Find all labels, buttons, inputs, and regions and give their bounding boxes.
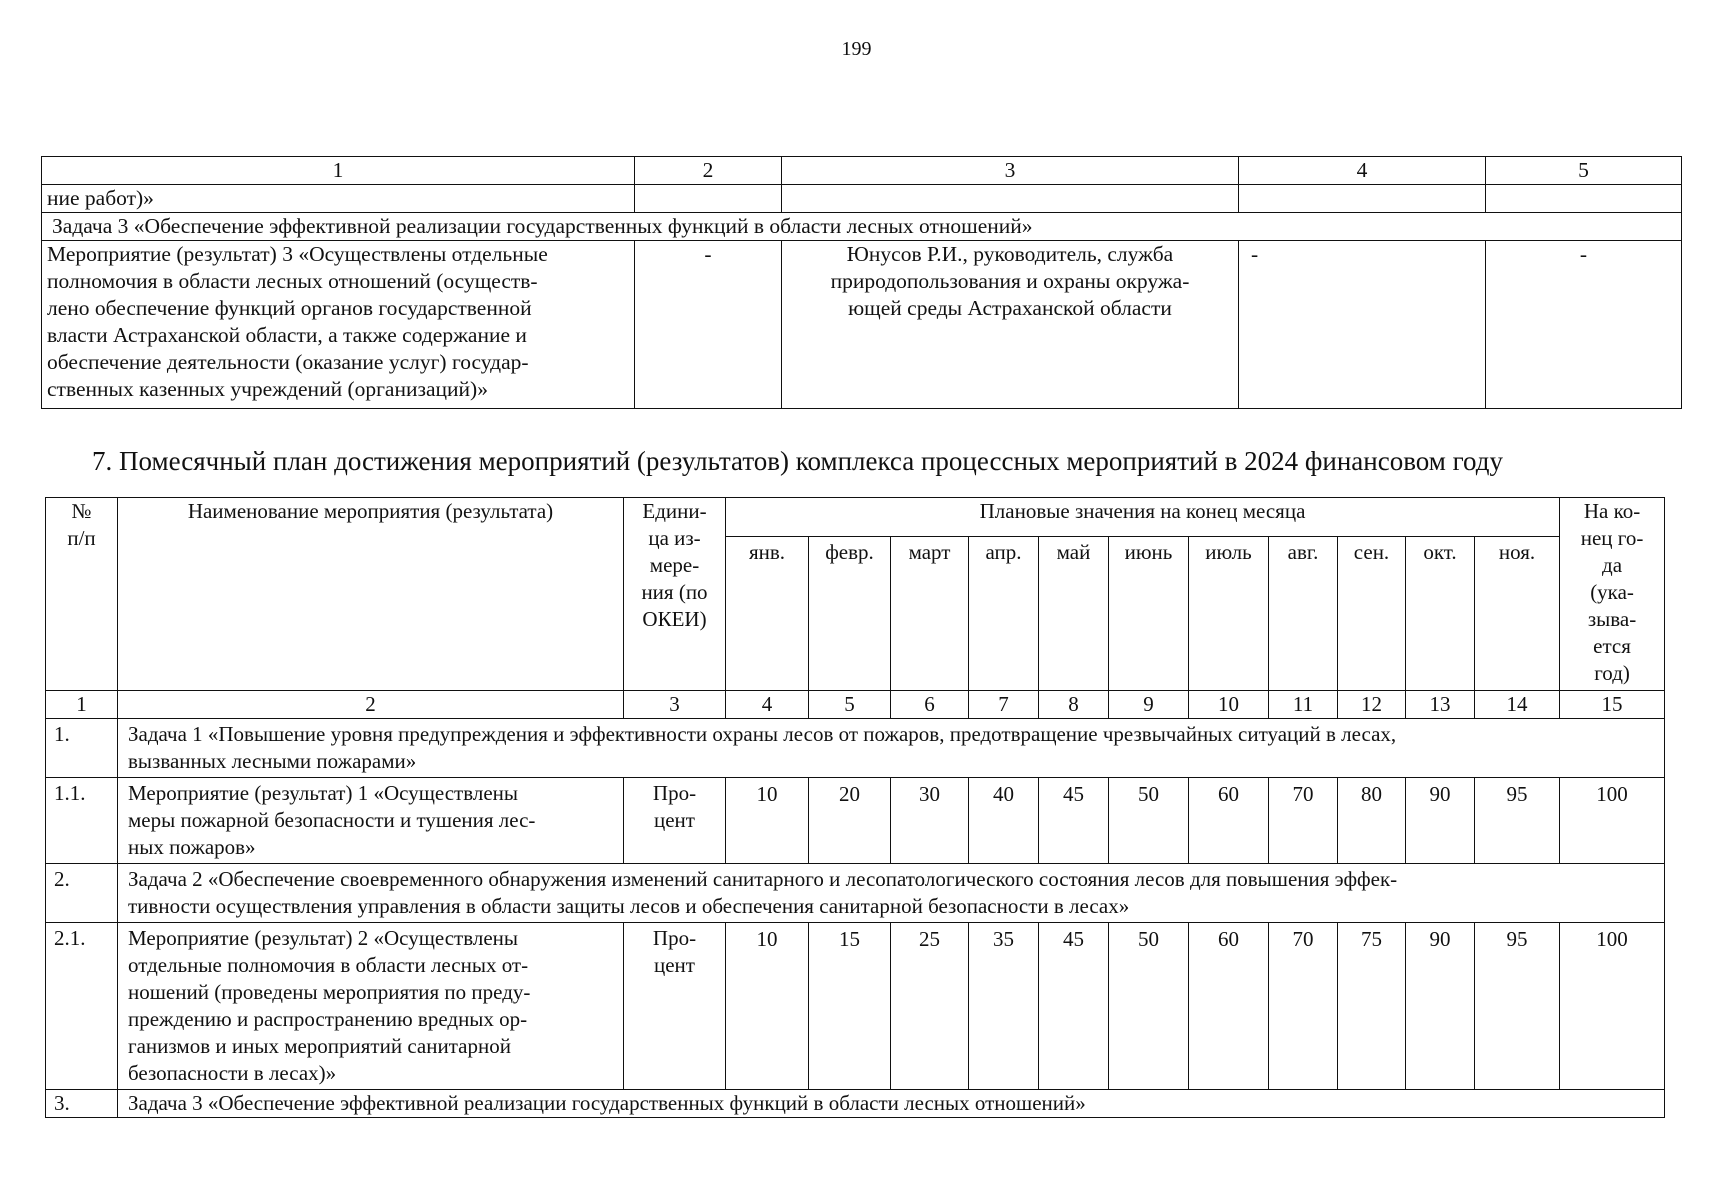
task-1-index: 1. xyxy=(46,719,118,778)
text-line: (ука- xyxy=(1590,580,1634,604)
task-2-title xyxy=(118,864,1665,923)
event-3-col4: - xyxy=(1239,241,1486,409)
month-header: авг. xyxy=(1269,537,1338,691)
text-line: Мероприятие (результат) 3 «Осуществлены отдельные xyxy=(47,242,548,266)
task-2-index: 2. xyxy=(46,864,118,923)
text-line: п/п xyxy=(67,526,96,550)
monthly-value: 70 xyxy=(1269,923,1338,1090)
monthly-value: 45 xyxy=(1039,778,1109,864)
monthly-value: 50 xyxy=(1109,778,1189,864)
text-line: № xyxy=(71,499,92,523)
monthly-value: 45 xyxy=(1039,923,1109,1090)
text-line: полномочия в области лесных отношений (осуществ- xyxy=(47,269,538,293)
task-row xyxy=(46,864,1665,923)
text-line: ганизмов и иных мероприятий санитарной xyxy=(128,1034,511,1058)
month-header: февр. xyxy=(809,537,891,691)
header-unit xyxy=(624,498,726,691)
month-header: ноя. xyxy=(1475,537,1560,691)
month-header: март xyxy=(891,537,969,691)
event-row xyxy=(46,778,1665,864)
text-line: цент xyxy=(654,953,695,977)
text-line: ется xyxy=(1593,634,1631,658)
task-3-title: Задача 3 «Обеспечение эффективной реализации государственных функций в области лесных отношений» xyxy=(118,1090,1665,1118)
header-year-end xyxy=(1560,498,1665,691)
header-cell: 5 xyxy=(1486,157,1682,185)
text-line: власти Астраханской области, а также содержание и xyxy=(47,323,527,347)
continuation-table xyxy=(41,156,1682,409)
text-line: отдельные полномочия в области лесных от- xyxy=(128,953,529,977)
col-number: 14 xyxy=(1475,691,1560,719)
text-line: ния (по xyxy=(641,580,708,604)
event-1-1-unit xyxy=(624,778,726,864)
monthly-value: 40 xyxy=(969,778,1039,864)
col-number: 6 xyxy=(891,691,969,719)
header-row-1 xyxy=(46,498,1665,537)
text-line: природопользования и охраны окружа- xyxy=(830,269,1190,293)
month-header: апр. xyxy=(969,537,1039,691)
col-number: 12 xyxy=(1338,691,1406,719)
col-number: 8 xyxy=(1039,691,1109,719)
text-line: ца из- xyxy=(648,526,701,550)
month-header: июль xyxy=(1189,537,1269,691)
text-line: безопасности в лесах)» xyxy=(128,1061,337,1085)
col-number: 10 xyxy=(1189,691,1269,719)
col-number: 9 xyxy=(1109,691,1189,719)
text-line: Про- xyxy=(652,926,697,950)
year-end-value: 100 xyxy=(1560,778,1665,864)
task-row xyxy=(46,719,1665,778)
event-1-1-name xyxy=(118,778,624,864)
text-line: Мероприятие (результат) 2 «Осуществлены xyxy=(128,926,518,950)
monthly-value: 95 xyxy=(1475,923,1560,1090)
text-line: обеспечение деятельности (оказание услуг) государ- xyxy=(47,350,529,374)
col-number: 4 xyxy=(726,691,809,719)
monthly-value: 60 xyxy=(1189,778,1269,864)
text-line: нец го- xyxy=(1580,526,1644,550)
empty-cell xyxy=(1239,185,1486,213)
col-number: 15 xyxy=(1560,691,1665,719)
task-1-title xyxy=(118,719,1665,778)
table-header-row xyxy=(42,157,1682,185)
monthly-value: 25 xyxy=(891,923,969,1090)
monthly-value: 60 xyxy=(1189,923,1269,1090)
event-3-col5: - xyxy=(1486,241,1682,409)
header-cell: 1 xyxy=(42,157,635,185)
monthly-value: 95 xyxy=(1475,778,1560,864)
month-header: май xyxy=(1039,537,1109,691)
col-number: 1 xyxy=(46,691,118,719)
text-line: ношений (проведены мероприятия по преду- xyxy=(128,980,531,1004)
monthly-plan-table xyxy=(45,497,1665,1118)
task-3-index: 3. xyxy=(46,1090,118,1118)
text-line: ных пожаров» xyxy=(128,835,256,859)
text-line: зыва- xyxy=(1587,607,1637,631)
month-header: окт. xyxy=(1406,537,1475,691)
text-line: цент xyxy=(654,808,695,832)
header-planned-values: Плановые значения на конец месяца xyxy=(726,498,1560,537)
monthly-value: 10 xyxy=(726,778,809,864)
text-line: Юнусов Р.И., руководитель, служба xyxy=(846,242,1174,266)
event-3-responsible xyxy=(782,241,1239,409)
monthly-value: 70 xyxy=(1269,778,1338,864)
month-header: июнь xyxy=(1109,537,1189,691)
col-number: 7 xyxy=(969,691,1039,719)
empty-cell xyxy=(635,185,782,213)
monthly-value: 50 xyxy=(1109,923,1189,1090)
month-header: сен. xyxy=(1338,537,1406,691)
task-3-title: Задача 3 «Обеспечение эффективной реализации государственных функций в области лесных отношений» xyxy=(42,213,1682,241)
header-number xyxy=(46,498,118,691)
text-line: ющей среды Астраханской области xyxy=(848,296,1172,320)
col-number: 2 xyxy=(118,691,624,719)
event-3-col2: - xyxy=(635,241,782,409)
col-number: 11 xyxy=(1269,691,1338,719)
year-end-value: 100 xyxy=(1560,923,1665,1090)
text-line: Задача 2 «Обеспечение своевременного обнаружения изменений санитарного и лесопатологического состояния лесов для повышения эффек- xyxy=(128,867,1398,891)
column-number-row xyxy=(46,691,1665,719)
header-name: Наименование мероприятия (результата) xyxy=(118,498,624,691)
event-2-1-unit xyxy=(624,923,726,1090)
monthly-value: 20 xyxy=(809,778,891,864)
monthly-value: 30 xyxy=(891,778,969,864)
task-row xyxy=(42,213,1682,241)
month-header: янв. xyxy=(726,537,809,691)
text-line: мере- xyxy=(649,553,700,577)
col-number: 13 xyxy=(1406,691,1475,719)
continuation-text: ние работ)» xyxy=(42,185,635,213)
col-number: 5 xyxy=(809,691,891,719)
text-line: ственных казенных учреждений (организаций)» xyxy=(47,377,488,401)
task-row xyxy=(46,1090,1665,1118)
header-cell: 2 xyxy=(635,157,782,185)
text-line: лено обеспечение функций органов государственной xyxy=(47,296,532,320)
event-3-name xyxy=(42,241,635,409)
empty-cell xyxy=(1486,185,1682,213)
text-line: да xyxy=(1602,553,1623,577)
page-number: 199 xyxy=(841,38,872,60)
text-line: год) xyxy=(1594,661,1630,685)
text-line: Задача 1 «Повышение уровня предупреждения и эффективности охраны лесов от пожаров, предотвращение чрезвычайных ситуаций в лесах, xyxy=(128,722,1397,746)
event-2-1-name xyxy=(118,923,624,1090)
header-cell: 3 xyxy=(782,157,1239,185)
monthly-value: 35 xyxy=(969,923,1039,1090)
text-line: тивности осуществления управления в области защиты лесов и обеспечения санитарной безопасности в лесах» xyxy=(128,894,1130,918)
monthly-value: 10 xyxy=(726,923,809,1090)
empty-cell xyxy=(782,185,1239,213)
monthly-value: 15 xyxy=(809,923,891,1090)
table-row xyxy=(42,185,1682,213)
text-line: Про- xyxy=(652,781,697,805)
text-line: меры пожарной безопасности и тушения лес- xyxy=(128,808,536,832)
monthly-value: 75 xyxy=(1338,923,1406,1090)
event-row xyxy=(46,923,1665,1090)
text-line: ОКЕИ) xyxy=(642,607,707,631)
monthly-value: 90 xyxy=(1406,923,1475,1090)
header-cell: 4 xyxy=(1239,157,1486,185)
text-line: Едини- xyxy=(642,499,707,523)
text-line: вызванных лесными пожарами» xyxy=(128,749,417,773)
monthly-value: 90 xyxy=(1406,778,1475,864)
text-line: На ко- xyxy=(1583,499,1641,523)
event-2-1-index: 2.1. xyxy=(46,923,118,1090)
col-number: 3 xyxy=(624,691,726,719)
section-7-title: 7. Помесячный план достижения мероприятий (результатов) комплекса процессных мероприятий в 2024 финансовом году xyxy=(92,446,1503,476)
event-row xyxy=(42,241,1682,409)
text-line: преждению и распространению вредных ор- xyxy=(128,1007,528,1031)
event-1-1-index: 1.1. xyxy=(46,778,118,864)
monthly-value: 80 xyxy=(1338,778,1406,864)
text-line: Мероприятие (результат) 1 «Осуществлены xyxy=(128,781,518,805)
